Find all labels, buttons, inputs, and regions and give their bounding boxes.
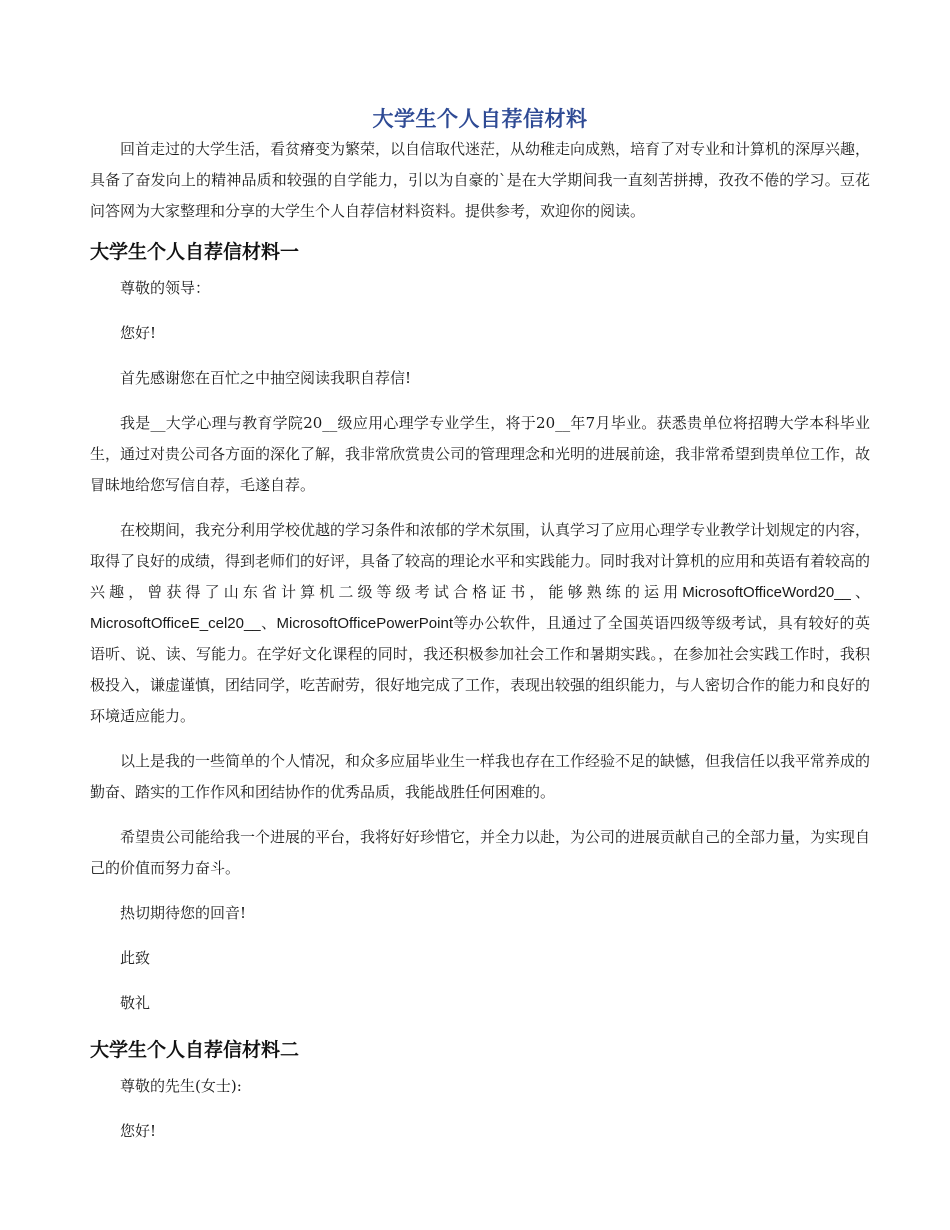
school-experience-paragraph [90, 515, 870, 732]
salutation-two: 尊敬的先生(女士): [120, 1077, 242, 1095]
school-experience-text: 在校期间，我充分利用学校优越的学习条件和浓郁的学术氛围，认真学习了应用心理学专业教学计划规定的内容，取得了良好的成绩，得到老师们的好评，具备了较高的理论水平和实践能力。同时我对计算机的应用和英语有着较高的兴趣，曾获得了山东省计算机二级等级考试合格证书，能够熟练的运用 [90, 521, 871, 601]
document-title: 大学生个人自荐信材料 [372, 107, 588, 131]
greeting: 您好! [120, 324, 157, 342]
section-one-heading: 大学生个人自荐信材料一 [90, 241, 300, 263]
opening-paragraph: 首先感谢您在百忙之中抽空阅读我职自荐信! [120, 369, 412, 387]
greeting-two: 您好! [120, 1122, 157, 1140]
summary-paragraph: 以上是我的一些简单的个人情况，和众多应届毕业生一样我也存在工作经验不足的缺憾，但我信任以我平常养成的勤奋、踏实的工作作风和团结协作的优秀品质，我能战胜任何困难的。 [90, 752, 871, 801]
hope-paragraph: 希望贵公司能给我一个进展的平台，我将好好珍惜它，并全力以赴，为公司的进展贡献自己的全部力量，为实现自己的价值而努力奋斗。 [90, 828, 871, 877]
section-two [90, 1033, 870, 1147]
introduction-paragraph: 我是__大学心理与教育学院20__级应用心理学专业学生，将于20__年7月毕业。获悉贵单位将招聘大学本科毕业生，通过对贵公司各方面的深化了解，我非常欣赏贵公司的管理理念和光明的进展前途，我非常希望到贵单位工作，故冒昧地给您写信自荐，毛遂自荐。 [90, 414, 871, 494]
school-experience-text-continued: 等办公软件，且通过了全国英语四级等级考试，具有较好的英语听、说、读、写能力。在学好文化课程的同时，我还积极参加社会工作和暑期实践。，在参加社会实践工作时，我积极投入，谦虚谨慎，团结同学，吃苦耐劳，很好地完成了工作，表现出较强的组织能力，与人密切合作的能力和良好的环境适应能力。 [90, 614, 871, 725]
software-list: MicrosoftOfficeWord20__、MicrosoftOfficeE_cel20__、MicrosoftOfficePowerPoint [90, 584, 870, 632]
section-two-heading: 大学生个人自荐信材料二 [90, 1039, 300, 1061]
salutation: 尊敬的领导： [120, 279, 211, 297]
closing-line-1: 此致 [120, 949, 151, 967]
document-page [90, 104, 870, 1161]
closing-line-2: 敬礼 [120, 994, 151, 1012]
await-reply: 热切期待您的回音! [120, 904, 247, 922]
intro-paragraph: 回首走过的大学生活，看贫瘠变为繁荣，以自信取代迷茫，从幼稚走向成熟，培育了对专业和计算机的深厚兴趣，具备了奋发向上的精神品质和较强的自学能力，引以为自豪的`是在大学期间我一直刻苦拼搏，孜孜不倦的学习。豆花问答网为大家整理和分享的大学生个人自荐信材料资料。提供参考，欢迎你的阅读。 [90, 140, 871, 220]
section-one [90, 235, 870, 1019]
